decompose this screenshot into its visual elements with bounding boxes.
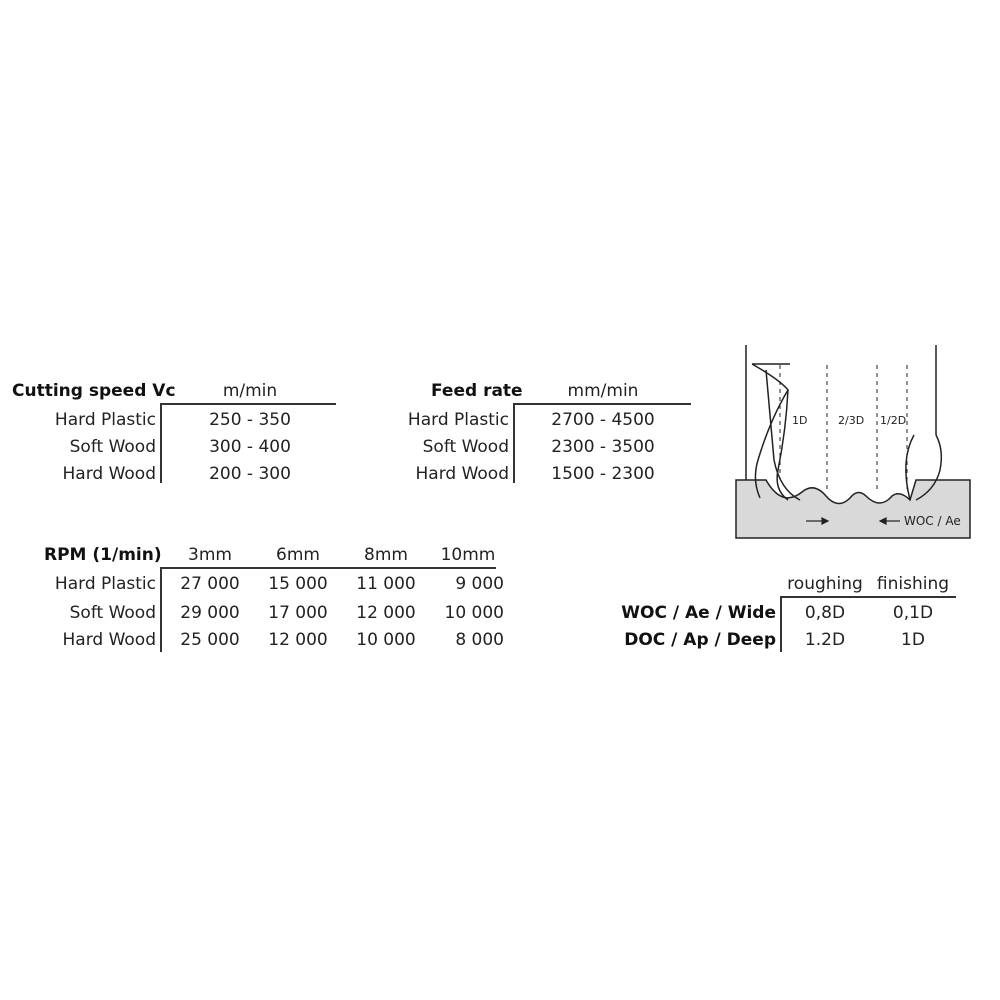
rpm-value: 10 000 <box>444 603 504 623</box>
depth-column-header: roughing <box>787 574 863 594</box>
feed-rate-title: Feed rate <box>431 381 523 401</box>
cutting-speed-material: Hard Plastic <box>54 410 156 430</box>
rpm-value: 9 000 <box>455 574 504 594</box>
cutting-speed-unit: m/min <box>222 381 278 401</box>
feed-rate-material: Hard Wood <box>415 464 509 484</box>
depth-row-label: WOC / Ae / Wide <box>621 603 776 623</box>
rpm-column-header: 10mm <box>440 545 496 565</box>
end-mill-diagram <box>730 340 980 545</box>
reference-lines <box>780 365 907 490</box>
depth-value: 0,8D <box>804 603 846 623</box>
depth-value: 1.2D <box>804 630 846 650</box>
feed-rate-value: 1500 - 2300 <box>551 464 655 484</box>
one-d-label: 1D <box>792 414 808 427</box>
feed-rate-unit: mm/min <box>567 381 639 401</box>
rpm-value: 25 000 <box>180 630 240 650</box>
cutting-speed-value: 200 - 300 <box>209 464 291 484</box>
rpm-value: 8 000 <box>455 630 504 650</box>
rpm-value: 10 000 <box>356 630 416 650</box>
depth-row-label: DOC / Ap / Deep <box>624 630 776 650</box>
feed-rate-value: 2700 - 4500 <box>551 410 655 430</box>
cutting-speed-material: Hard Wood <box>62 464 156 484</box>
half-d-label: 1/2D <box>880 414 907 427</box>
depth-value: 0,1D <box>892 603 934 623</box>
feed-rate-column-rule <box>513 403 515 483</box>
rpm-value: 15 000 <box>268 574 328 594</box>
two-thirds-d-label: 2/3D <box>838 414 865 427</box>
depth-header-rule <box>780 596 956 598</box>
rpm-material: Soft Wood <box>69 603 156 623</box>
rpm-value: 12 000 <box>356 603 416 623</box>
rpm-column-header: 6mm <box>276 545 320 565</box>
rpm-column-header: 3mm <box>188 545 232 565</box>
rpm-header-rule <box>160 567 496 569</box>
rpm-value: 17 000 <box>268 603 328 623</box>
feed-rate-header-rule <box>513 403 691 405</box>
cutting-speed-material: Soft Wood <box>69 437 156 457</box>
feed-rate-value: 2300 - 3500 <box>551 437 655 457</box>
rpm-material: Hard Wood <box>62 630 156 650</box>
feed-rate-material: Soft Wood <box>422 437 509 457</box>
depth-column-header: finishing <box>876 574 950 594</box>
rpm-value: 12 000 <box>268 630 328 650</box>
depth-value: 1D <box>901 630 925 650</box>
cutting-speed-value: 300 - 400 <box>209 437 291 457</box>
rpm-title: RPM (1/min) <box>44 545 162 565</box>
cutting-speed-title: Cutting speed Vc <box>12 381 176 401</box>
rpm-column-header: 8mm <box>364 545 408 565</box>
rpm-value: 27 000 <box>180 574 240 594</box>
feed-rate-material: Hard Plastic <box>407 410 509 430</box>
rpm-value: 29 000 <box>180 603 240 623</box>
workpiece <box>736 480 970 538</box>
cutting-speed-header-rule <box>160 403 336 405</box>
rpm-material: Hard Plastic <box>54 574 156 594</box>
rpm-column-rule <box>160 567 162 652</box>
cutting-speed-value: 250 - 350 <box>209 410 291 430</box>
woc-label: WOC / Ae <box>904 514 961 528</box>
cutting-speed-column-rule <box>160 403 162 483</box>
rpm-value: 11 000 <box>356 574 416 594</box>
